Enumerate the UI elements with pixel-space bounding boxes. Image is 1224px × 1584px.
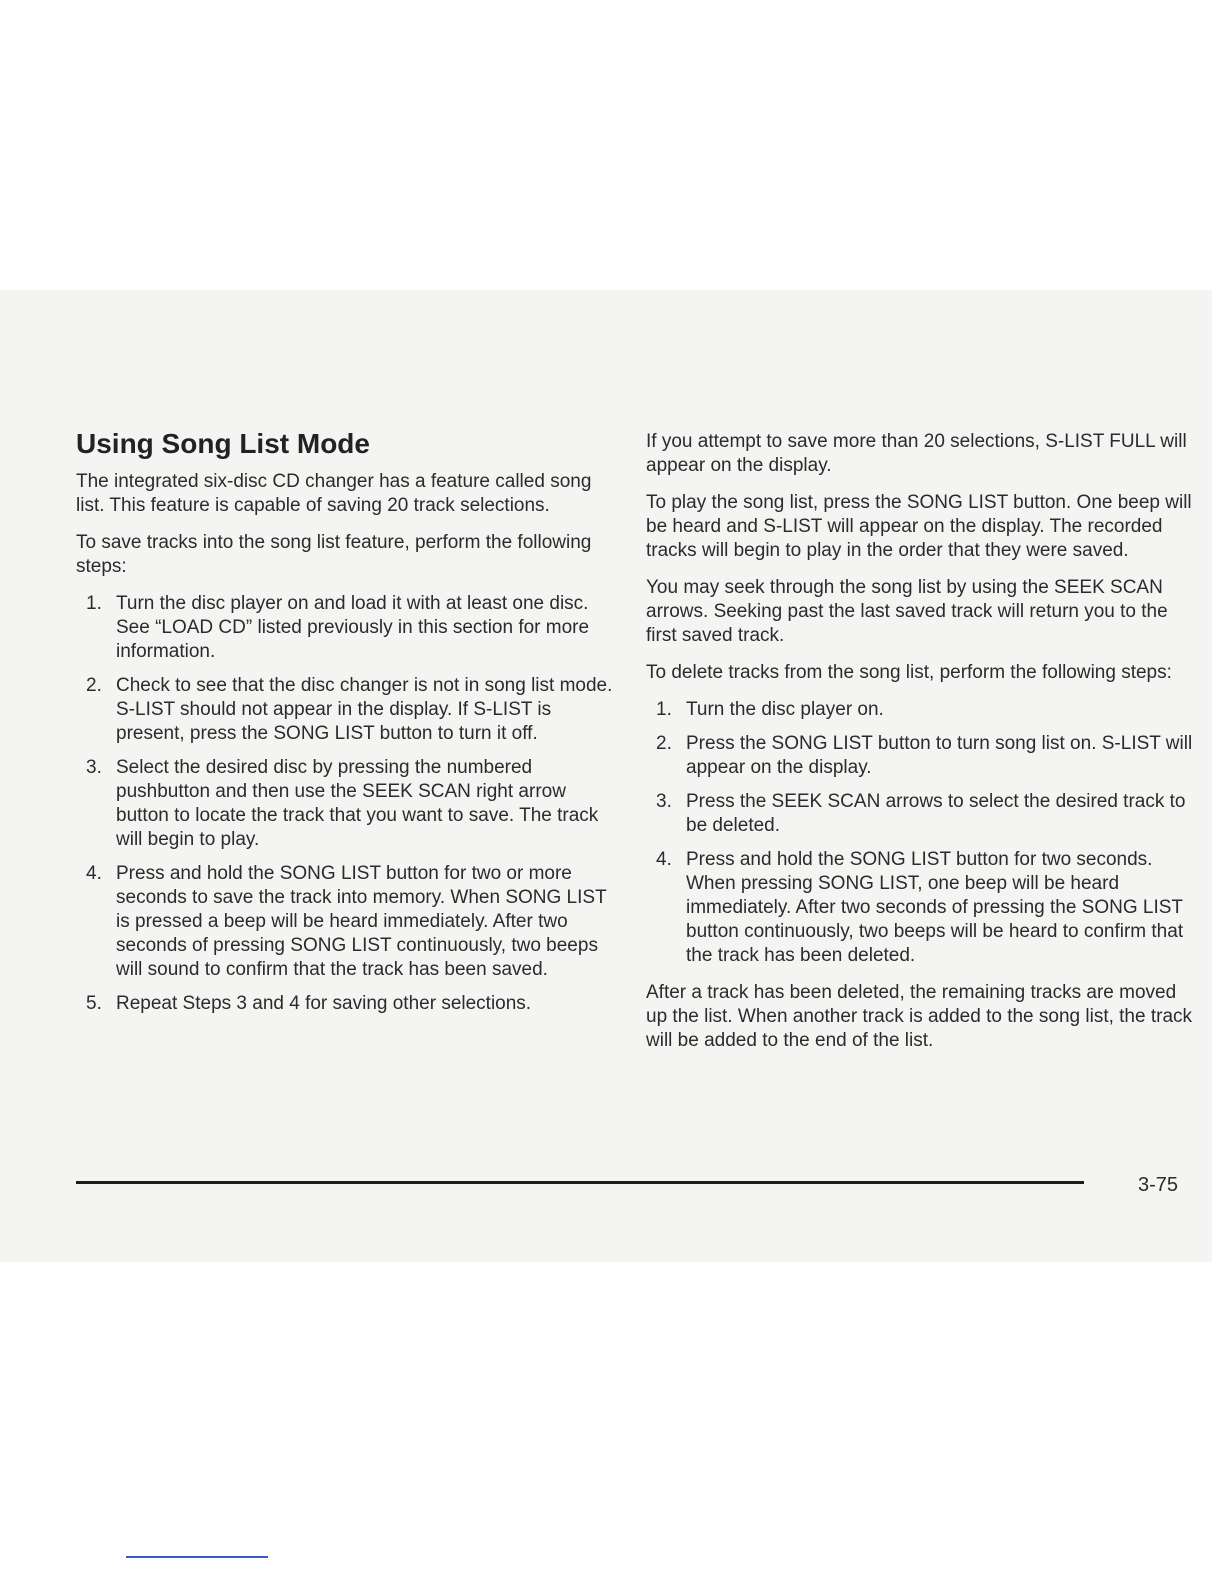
- step-number: 2.: [86, 675, 102, 696]
- page-number: 3-75: [1138, 1174, 1179, 1196]
- bottom-link-underline: [126, 1556, 268, 1558]
- list-item: [76, 756, 616, 852]
- step-text: Press the SEEK SCAN arrows to select the desired track to be deleted.: [686, 791, 1186, 836]
- step-number: 5.: [86, 993, 102, 1014]
- delete-steps-list: [646, 698, 1194, 968]
- list-item: [646, 698, 1194, 722]
- step-number: 2.: [656, 733, 672, 754]
- list-item: [646, 848, 1194, 968]
- step-text: Repeat Steps 3 and 4 for saving other selections.: [116, 993, 532, 1014]
- step-text: Select the desired disc by pressing the numbered pushbutton and then use the SEEK SCAN right arrow button to locate the track that you want to save. The track will begin to play.: [116, 757, 599, 850]
- right-column: [646, 430, 1194, 1066]
- step-text: Check to see that the disc changer is not in song list mode. S-LIST should not appear in the display. If S-LIST is present, press the SONG LIST button to turn it off.: [116, 675, 613, 744]
- list-item: [76, 992, 616, 1016]
- step-number: 4.: [656, 849, 672, 870]
- step-text: Turn the disc player on.: [686, 699, 884, 720]
- save-steps-intro: To save tracks into the song list feature, perform the following steps:: [76, 532, 592, 577]
- step-number: 3.: [656, 791, 672, 812]
- left-column: [76, 426, 616, 1029]
- save-steps-list: [76, 592, 616, 1016]
- step-text: Turn the disc player on and load it with at least one disc. See “LOAD CD” listed previously in this section for more information.: [116, 593, 590, 662]
- step-number: 1.: [86, 593, 102, 614]
- closing-paragraph: After a track has been deleted, the remaining tracks are moved up the list. When another track is added to the song list, the track will be added to the end of the list.: [646, 982, 1193, 1051]
- step-number: 4.: [86, 863, 102, 884]
- step-number: 1.: [656, 699, 672, 720]
- intro-paragraph: The integrated six-disc CD changer has a feature called song list. This feature is capable of saving 20 track selections.: [76, 471, 592, 516]
- step-text: Press and hold the SONG LIST button for two or more seconds to save the track into memory. When SONG LIST is pressed a beep will be heard immediately. After two seconds of pressing SONG LIST continuously, two beeps will sound to confirm that the track has been saved.: [116, 863, 607, 980]
- section-heading: Using Song List Mode: [76, 428, 370, 459]
- list-item: [76, 862, 616, 982]
- play-song-list-paragraph: To play the song list, press the SONG LIST button. One beep will be heard and S-LIST will appear on the display. The recorded tracks will begin to play in the order that they were saved.: [646, 492, 1192, 561]
- list-item: [646, 790, 1194, 838]
- step-number: 3.: [86, 757, 102, 778]
- list-item: [646, 732, 1194, 780]
- footer-rule: [76, 1181, 1084, 1184]
- list-item: [76, 674, 616, 746]
- step-text: Press and hold the SONG LIST button for two seconds. When pressing SONG LIST, one beep will be heard immediately. After two seconds of pressing the SONG LIST button continuously, two beeps will be heard to confirm that the track has been deleted.: [686, 849, 1184, 966]
- step-text: Press the SONG LIST button to turn song list on. S-LIST will appear on the display.: [686, 733, 1193, 778]
- save-limit-paragraph: If you attempt to save more than 20 selections, S-LIST FULL will appear on the display.: [646, 431, 1187, 476]
- delete-steps-intro: To delete tracks from the song list, perform the following steps:: [646, 662, 1172, 683]
- list-item: [76, 592, 616, 664]
- seek-paragraph: You may seek through the song list by using the SEEK SCAN arrows. Seeking past the last saved track will return you to the first saved track.: [646, 577, 1168, 646]
